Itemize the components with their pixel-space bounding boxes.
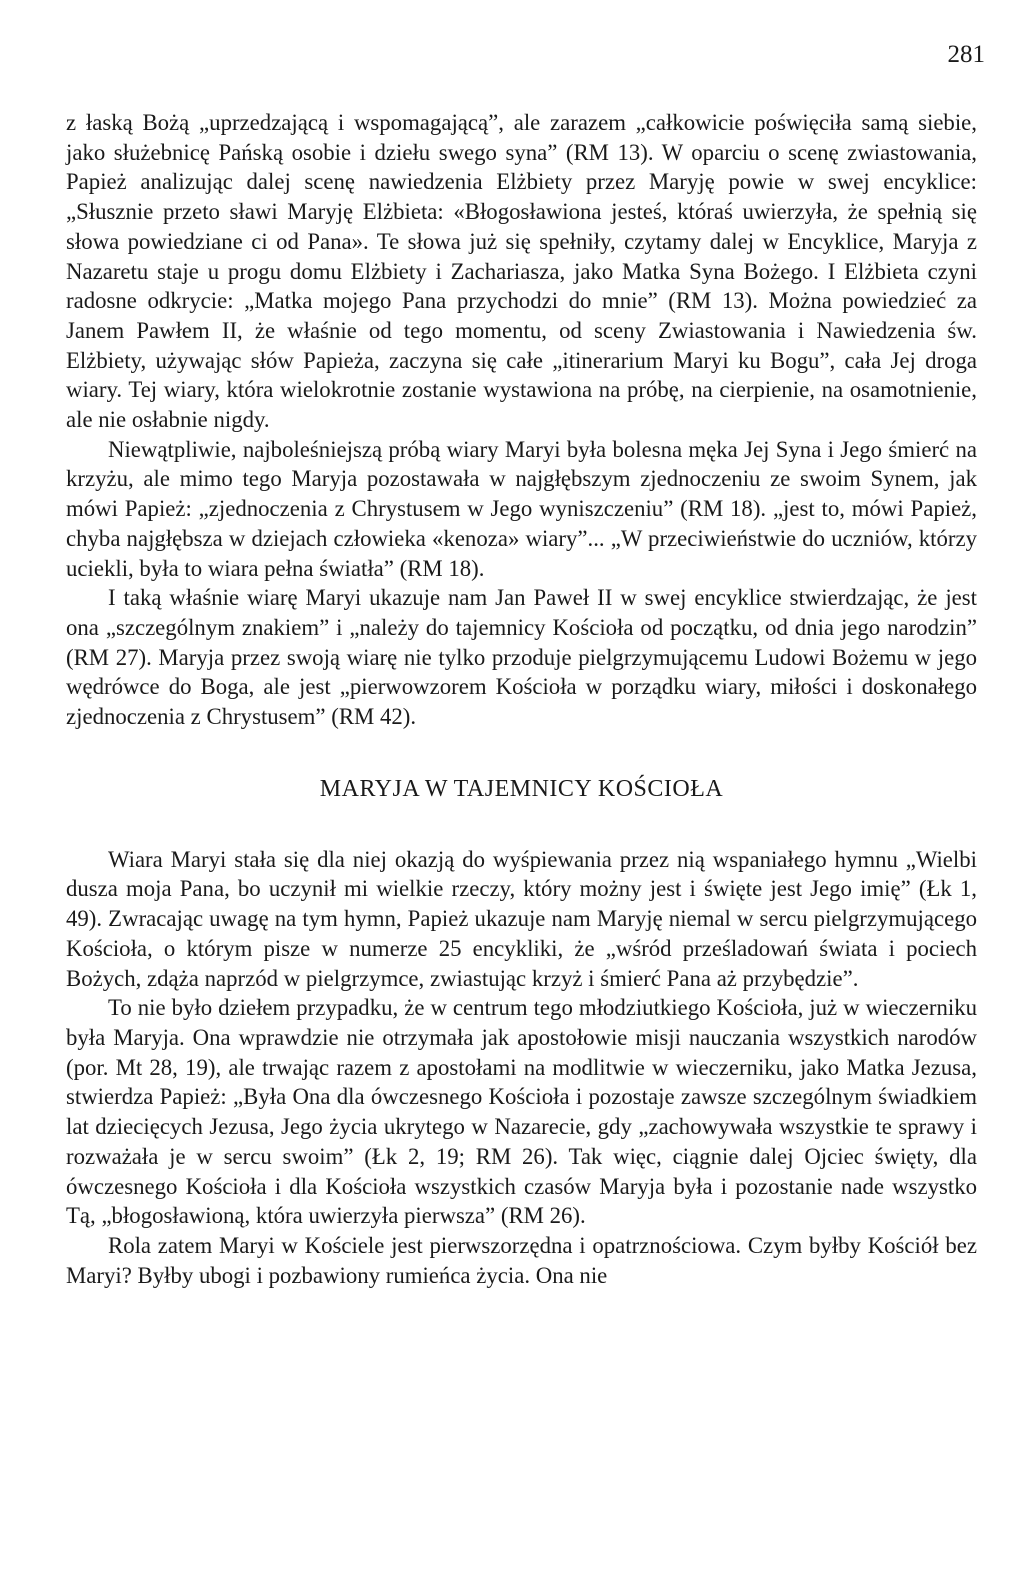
- paragraph: Niewątpliwie, najboleśniejszą próbą wiary Maryi była bolesna męka Jej Syna i Jego śmierć na krzyżu, ale mimo tego Maryja pozostawała w najgłębszym zjednoczeniu ze swoim Synem, jak mówi Papież: „zjednoczenia z Chrystusem w Jego wyniszczeniu” (RM 18). „jest to, mówi Papież, chyba najgłębsza w dziejach człowieka «kenoza» wiary”... „W przeciwieństwie do uczniów, którzy uciekli, była to wiara pełna światła” (RM 18).: [66, 436, 977, 581]
- paragraph: Rola zatem Maryi w Kościele jest pierwszorzędna i opatrznościowa. Czym byłby Kościół bez Maryi? Byłby ubogi i pozbawiony rumieńca życia. Ona nie: [66, 1232, 977, 1288]
- book-page: [66, 40, 985, 1290]
- section-heading: MARYJA W TAJEMNICY KOŚCIOŁA: [319, 775, 724, 802]
- page-number: 281: [947, 41, 985, 68]
- paragraph: z łaską Bożą „uprzedzającą i wspomagającą”, ale zarazem „całkowicie poświęciła samą siebie, jako służebnicę Pańską osobie i dziełu swego syna” (RM 13). W oparciu o scenę zwiastowania, Papież analizując dalej scenę nawiedzenia Elżbiety przez Maryję powie w swej encyklice: „Słusznie przeto sławi Maryję Elżbieta: «Błogosławiona jesteś, któraś uwierzyła, że spełnią się słowa powiedziane ci od Pana». Te słowa już się spełniły, czytamy dalej w Encyklice, Maryja z Nazaretu staje u progu domu Elżbiety i Zachariasza, jako Matka Syna Bożego. I Elżbieta czyni radosne odkrycie: „Matka mojego Pana przychodzi do mnie” (RM 13). Można powiedzieć za Janem Pawłem II, że właśnie od tego momentu, od sceny Zwiastowania i Nawiedzenia św. Elżbiety, używając słów Papieża, zaczyna się całe „itinerarium Maryi ku Bogu”, cała Jej droga wiary. Tej wiary, która wielokrotnie zostanie wystawiona na próbę, na cierpienie, na osamotnienie, ale nie osłabnie nigdy.: [66, 110, 977, 433]
- section-one-text: [66, 108, 977, 732]
- paragraph: I taką właśnie wiarę Maryi ukazuje nam Jan Paweł II w swej encyklice stwierdzając, że jest ona „szczególnym znakiem” i „należy do tajemnicy Kościoła od początku, od dnia jego narodzin” (RM 27). Maryja przez swoją wiarę nie tylko przoduje pielgrzymującemu Ludowi Bożemu w jego wędrówce do Boga, ale jest „pierwowzorem Kościoła w porządku wiary, miłości i doskonałego zjednoczenia z Chrystusem” (RM 42).: [66, 585, 977, 730]
- section-two-text: [66, 845, 977, 1291]
- paragraph: Wiara Maryi stała się dla niej okazją do wyśpiewania przez nią wspaniałego hymnu „Wielbi dusza moja Pana, bo uczynił mi wielkie rzeczy, który możny jest i święte jest Jego imię” (Łk 1, 49). Zwracając uwagę na tym hymn, Papież ukazuje nam Maryję niemal w sercu pielgrzymującego Kościoła, o którym pisze w numerze 25 encykliki, że „wśród prześladowań świata i pociech Bożych, zdąża naprzód w pielgrzymce, zwiastując krzyż i śmierć Pana aż przybędzie”.: [66, 846, 977, 991]
- paragraph: To nie było dziełem przypadku, że w centrum tego młodziutkiego Kościoła, już w wieczerniku była Maryja. Ona wprawdzie nie otrzymała jak apostołowie misji nauczania wszystkich narodów (por. Mt 28, 19), ale trwając razem z apostołami na modlitwie w wieczerniku, jako Matka Jezusa, stwierdza Papież: „Była Ona dla ówczesnego Kościoła i pozostaje zawsze szczególnym świadkiem lat dziecięcych Jezusa, Jego życia ukrytego w Nazarecie, gdy „zachowywała wszystkie te sprawy i rozważała je w sercu swoim” (Łk 2, 19; RM 26). Tak więc, ciągnie dalej Ojciec święty, dla ówczesnego Kościoła i dla Kościoła wszystkich czasów Maryja była i pozostanie nade wszystko Tą, „błogosławioną, która uwierzyła pierwsza” (RM 26).: [66, 995, 977, 1229]
